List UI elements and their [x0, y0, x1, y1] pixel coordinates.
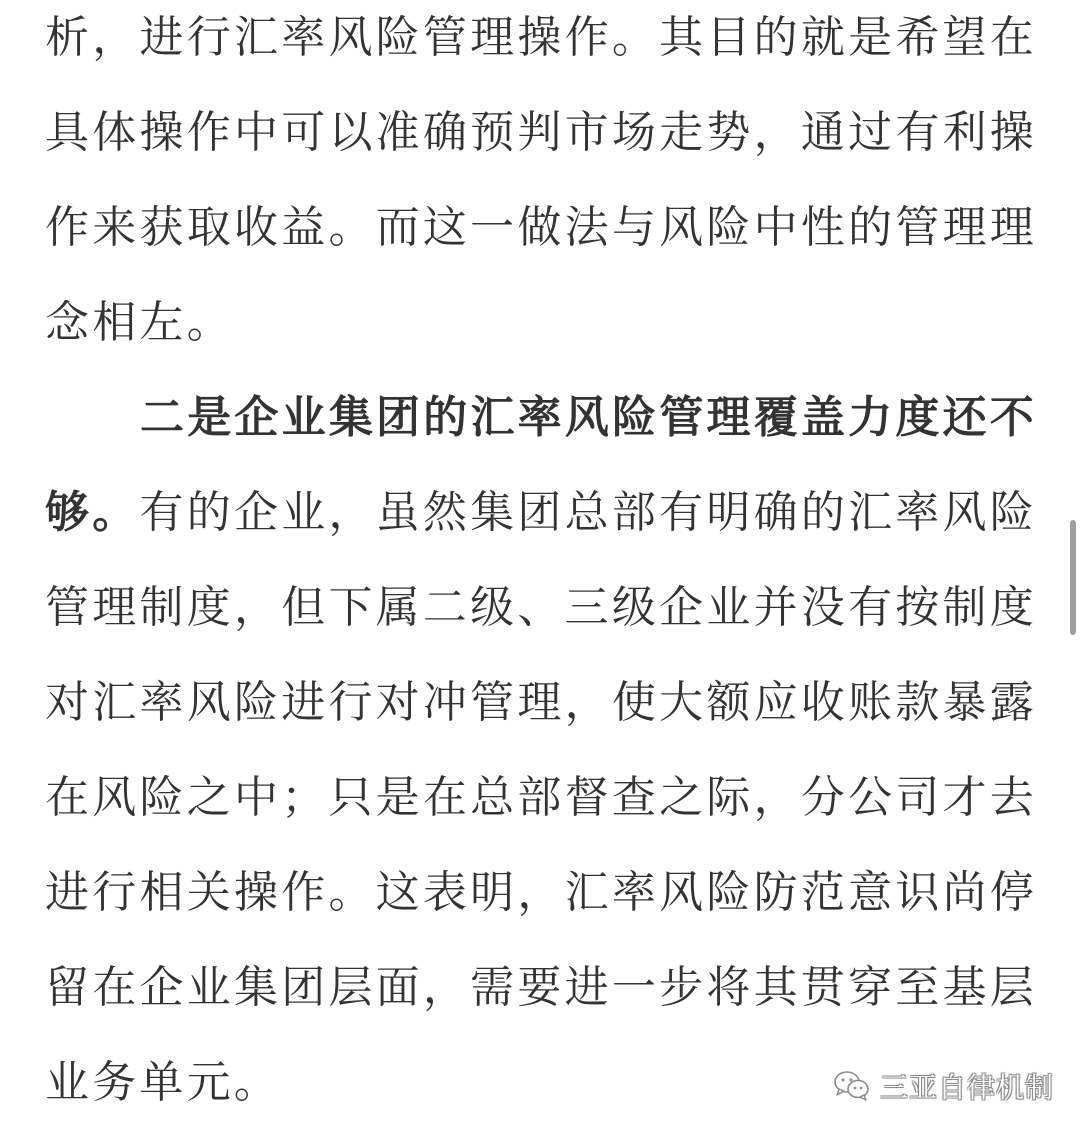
paragraph-2-body: 有的企业，虽然集团总部有明确的汇率风险管理制度，但下属二级、三级企业并没有按制度对汇率风险进行对冲管理，使大额应收账款暴露在风险之中；只是在总部督查之际，分公司才去进行相关操作。这表明，汇率风险防范意识尚停留在企业集团层面，需要进一步将其贯穿至基层业务单元。	[45, 487, 1037, 1108]
wechat-icon	[832, 1068, 872, 1104]
article-body	[45, 0, 1037, 1130]
paragraph-2-lead-sentence: 二是企业集团的汇率风险管理覆盖力度还不够。	[45, 392, 1037, 538]
scrollbar-thumb[interactable]	[1070, 520, 1076, 635]
paragraph-2	[45, 370, 1037, 1130]
watermark-text: 三亚自律机制	[880, 1071, 1055, 1104]
paragraph-1: 析，进行汇率风险管理操作。其目的就是希望在具体操作中可以准确预判市场走势，通过有利操作来获取收益。而这一做法与风险中性的管理理念相左。	[45, 12, 1037, 348]
watermark	[832, 1064, 1054, 1108]
